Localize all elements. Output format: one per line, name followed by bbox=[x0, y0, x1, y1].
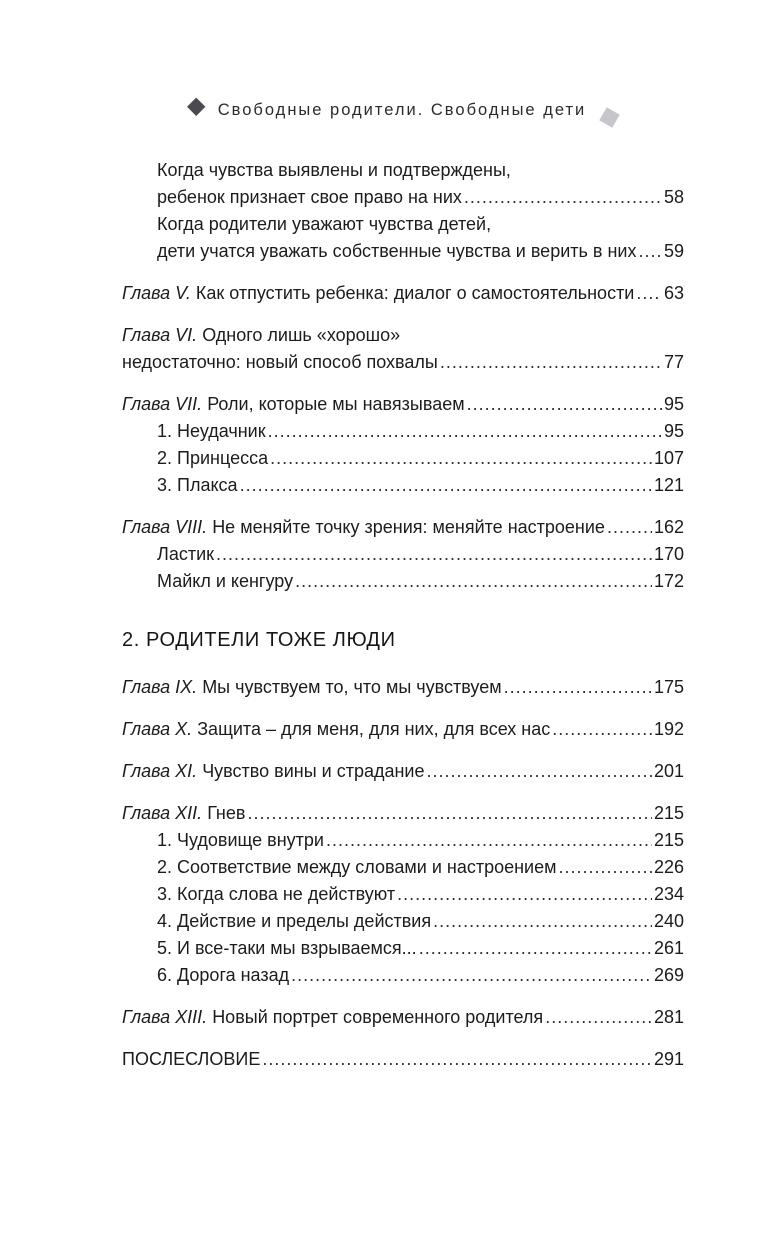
toc-entry-line bbox=[157, 908, 684, 935]
dot-leader bbox=[419, 935, 652, 962]
entry-title-text: Чувство вины и страдание bbox=[202, 761, 425, 781]
page-number: 215 bbox=[653, 830, 684, 850]
dot-leader bbox=[464, 184, 662, 211]
chapter-label: Глава VII. bbox=[122, 394, 208, 414]
toc-entry-line bbox=[157, 238, 684, 265]
page-number: 95 bbox=[663, 394, 684, 414]
entry-title-text: 3. Когда слова не действуют bbox=[157, 884, 396, 904]
toc-entry-line bbox=[157, 211, 684, 238]
toc-entry bbox=[122, 418, 684, 445]
dot-leader bbox=[291, 962, 652, 989]
entry-title-text: ПОСЛЕСЛОВИЕ bbox=[122, 1049, 261, 1069]
toc-entry-line bbox=[122, 349, 684, 376]
toc-entry bbox=[122, 827, 684, 854]
dot-leader bbox=[216, 541, 652, 568]
entry-title bbox=[122, 716, 550, 743]
entry-title-text: 2. Соответствие между словами и настроением bbox=[157, 857, 557, 877]
running-header bbox=[122, 96, 684, 125]
chapter-label: Глава XII. bbox=[122, 803, 208, 823]
dot-leader bbox=[427, 758, 652, 785]
toc-entry bbox=[122, 962, 684, 989]
entry-title bbox=[157, 445, 268, 472]
toc-entry-line bbox=[122, 391, 684, 418]
toc-entry bbox=[122, 211, 684, 265]
toc-entry bbox=[122, 514, 684, 541]
toc-entry bbox=[122, 568, 684, 595]
toc-entry bbox=[122, 758, 684, 785]
entry-title-text: Не меняйте точку зрения: меняйте настроение bbox=[212, 517, 605, 537]
chapter-label: Глава X. bbox=[122, 719, 198, 739]
page-number: 226 bbox=[653, 857, 684, 877]
entry-title-text: 4. Действие и пределы действия bbox=[157, 911, 432, 931]
entry-title-text: Одного лишь «хорошо» bbox=[202, 325, 401, 345]
entry-title-text: дети учатся уважать собственные чувства и верить в них bbox=[157, 241, 637, 261]
toc-entry-line bbox=[122, 1004, 684, 1031]
ornament-diamond-right-icon bbox=[599, 107, 619, 127]
entry-title-text: 2. Принцесса bbox=[157, 448, 269, 468]
entry-title bbox=[157, 211, 491, 238]
page-number: 269 bbox=[653, 965, 684, 985]
entry-title bbox=[122, 758, 425, 785]
page-number: 162 bbox=[653, 517, 684, 537]
entry-title bbox=[157, 238, 636, 265]
toc-entry bbox=[122, 716, 684, 743]
toc-entry-line bbox=[157, 541, 684, 568]
toc-entry-line bbox=[157, 827, 684, 854]
dot-leader bbox=[638, 238, 662, 265]
entry-title-text: 6. Дорога назад bbox=[157, 965, 290, 985]
dot-leader bbox=[467, 391, 662, 418]
entry-title bbox=[157, 935, 417, 962]
entry-title bbox=[122, 514, 605, 541]
toc-entry bbox=[122, 1004, 684, 1031]
entry-title bbox=[122, 349, 438, 376]
dot-leader bbox=[545, 1004, 652, 1031]
entry-title-text: Роли, которые мы навязываем bbox=[207, 394, 465, 414]
entry-title bbox=[122, 674, 502, 701]
toc-entry bbox=[122, 472, 684, 499]
page-number: 192 bbox=[653, 719, 684, 739]
chapter-label: Глава V. bbox=[122, 283, 196, 303]
toc-entry bbox=[122, 1046, 684, 1073]
page-number: 77 bbox=[663, 352, 684, 372]
entry-title-text: Ластик bbox=[157, 544, 214, 564]
table-of-contents bbox=[122, 157, 684, 1073]
page-number: 281 bbox=[653, 1007, 684, 1027]
entry-title bbox=[157, 184, 462, 211]
page-number: 121 bbox=[653, 475, 684, 495]
dot-leader bbox=[397, 881, 652, 908]
entry-title bbox=[157, 881, 395, 908]
toc-entry-line bbox=[157, 935, 684, 962]
chapter-label: Глава VI. bbox=[122, 325, 203, 345]
entry-title bbox=[157, 541, 214, 568]
dot-leader bbox=[240, 472, 652, 499]
page-number: 234 bbox=[653, 884, 684, 904]
toc-entry-line bbox=[157, 881, 684, 908]
dot-leader bbox=[326, 827, 652, 854]
entry-title bbox=[157, 568, 293, 595]
toc-entry-line bbox=[122, 758, 684, 785]
toc-entry bbox=[122, 391, 684, 418]
page-number: 63 bbox=[663, 283, 684, 303]
entry-title bbox=[122, 1046, 260, 1073]
entry-title-text: Новый портрет современного родителя bbox=[212, 1007, 544, 1027]
toc-entry-line bbox=[122, 322, 684, 349]
page-number: 215 bbox=[653, 803, 684, 823]
dot-leader bbox=[433, 908, 652, 935]
entry-title-text: Мы чувствуем то, что мы чувствуем bbox=[202, 677, 502, 697]
toc-entry bbox=[122, 322, 684, 376]
toc-entry bbox=[122, 908, 684, 935]
entry-title-text: Защита – для меня, для них, для всех нас bbox=[197, 719, 551, 739]
page-number: 170 bbox=[653, 544, 684, 564]
entry-title bbox=[157, 157, 511, 184]
toc-entry-line bbox=[157, 568, 684, 595]
chapter-label: Глава VIII. bbox=[122, 517, 213, 537]
entry-title-text: Когда чувства выявлены и подтверждены, bbox=[157, 160, 511, 180]
toc-entry bbox=[122, 854, 684, 881]
section-heading: 2. РОДИТЕЛИ ТОЖЕ ЛЮДИ bbox=[122, 629, 396, 651]
entry-title-text: Гнев bbox=[207, 803, 246, 823]
dot-leader bbox=[295, 568, 652, 595]
toc-entry bbox=[122, 935, 684, 962]
dot-leader bbox=[247, 800, 652, 827]
page-number: 201 bbox=[653, 761, 684, 781]
book-title: Свободные родители. Свободные дети bbox=[217, 101, 587, 119]
entry-title bbox=[157, 962, 289, 989]
toc-entry-line bbox=[157, 445, 684, 472]
toc-entry-line bbox=[122, 716, 684, 743]
toc-entry bbox=[122, 674, 684, 701]
toc-entry-line bbox=[157, 157, 684, 184]
entry-title bbox=[122, 800, 245, 827]
toc-entry bbox=[122, 800, 684, 827]
toc-entry-line bbox=[122, 800, 684, 827]
entry-title-text: ребенок признает свое право на них bbox=[157, 187, 462, 207]
toc-entry-line bbox=[122, 280, 684, 307]
entry-title-text: Как отпустить ребенка: диалог о самостоятельности bbox=[195, 283, 635, 303]
toc-entry bbox=[122, 280, 684, 307]
page-number: 240 bbox=[653, 911, 684, 931]
toc-entry-line bbox=[122, 514, 684, 541]
dot-leader bbox=[558, 854, 651, 881]
page-number: 175 bbox=[653, 677, 684, 697]
entry-title-text: Когда родители уважают чувства детей, bbox=[157, 214, 492, 234]
dot-leader bbox=[607, 514, 652, 541]
page-number: 58 bbox=[663, 187, 684, 207]
toc-entry bbox=[122, 541, 684, 568]
toc-entry-line bbox=[157, 418, 684, 445]
dot-leader bbox=[270, 445, 652, 472]
ornament-diamond-left-icon bbox=[187, 98, 205, 116]
chapter-label: Глава XIII. bbox=[122, 1007, 213, 1027]
entry-title bbox=[122, 1004, 543, 1031]
entry-title bbox=[122, 391, 465, 418]
chapter-label: Глава XI. bbox=[122, 761, 203, 781]
page-number: 172 bbox=[653, 571, 684, 591]
entry-title bbox=[122, 280, 634, 307]
entry-title-text: 5. И все-таки мы взрываемся... bbox=[157, 938, 417, 958]
page-number: 95 bbox=[663, 421, 684, 441]
entry-title bbox=[157, 472, 238, 499]
entry-title-text: недостаточно: новый способ похвалы bbox=[122, 352, 438, 372]
entry-title bbox=[157, 827, 324, 854]
toc-entry-line bbox=[157, 184, 684, 211]
dot-leader bbox=[268, 418, 662, 445]
entry-title bbox=[157, 418, 266, 445]
toc-entry bbox=[122, 157, 684, 211]
page-number: 107 bbox=[653, 448, 684, 468]
entry-title-text: Майкл и кенгуру bbox=[157, 571, 294, 591]
toc-entry-line bbox=[157, 472, 684, 499]
dot-leader bbox=[262, 1046, 652, 1073]
entry-title bbox=[157, 908, 431, 935]
entry-title bbox=[157, 854, 556, 881]
dot-leader bbox=[552, 716, 652, 743]
toc-entry-line bbox=[157, 854, 684, 881]
entry-title-text: 1. Неудачник bbox=[157, 421, 266, 441]
dot-leader bbox=[636, 280, 662, 307]
toc-entry bbox=[122, 445, 684, 472]
page-number: 59 bbox=[663, 241, 684, 261]
chapter-label: Глава IX. bbox=[122, 677, 203, 697]
toc-entry-line bbox=[122, 1046, 684, 1073]
page-number: 291 bbox=[653, 1049, 684, 1069]
entry-title-text: 3. Плакса bbox=[157, 475, 238, 495]
page-number: 261 bbox=[653, 938, 684, 958]
toc-entry-line bbox=[122, 674, 684, 701]
entry-title-text: 1. Чудовище внутри bbox=[157, 830, 324, 850]
toc-entry-line bbox=[157, 962, 684, 989]
entry-title bbox=[122, 322, 400, 349]
dot-leader bbox=[504, 674, 652, 701]
dot-leader bbox=[440, 349, 662, 376]
toc-entry bbox=[122, 881, 684, 908]
